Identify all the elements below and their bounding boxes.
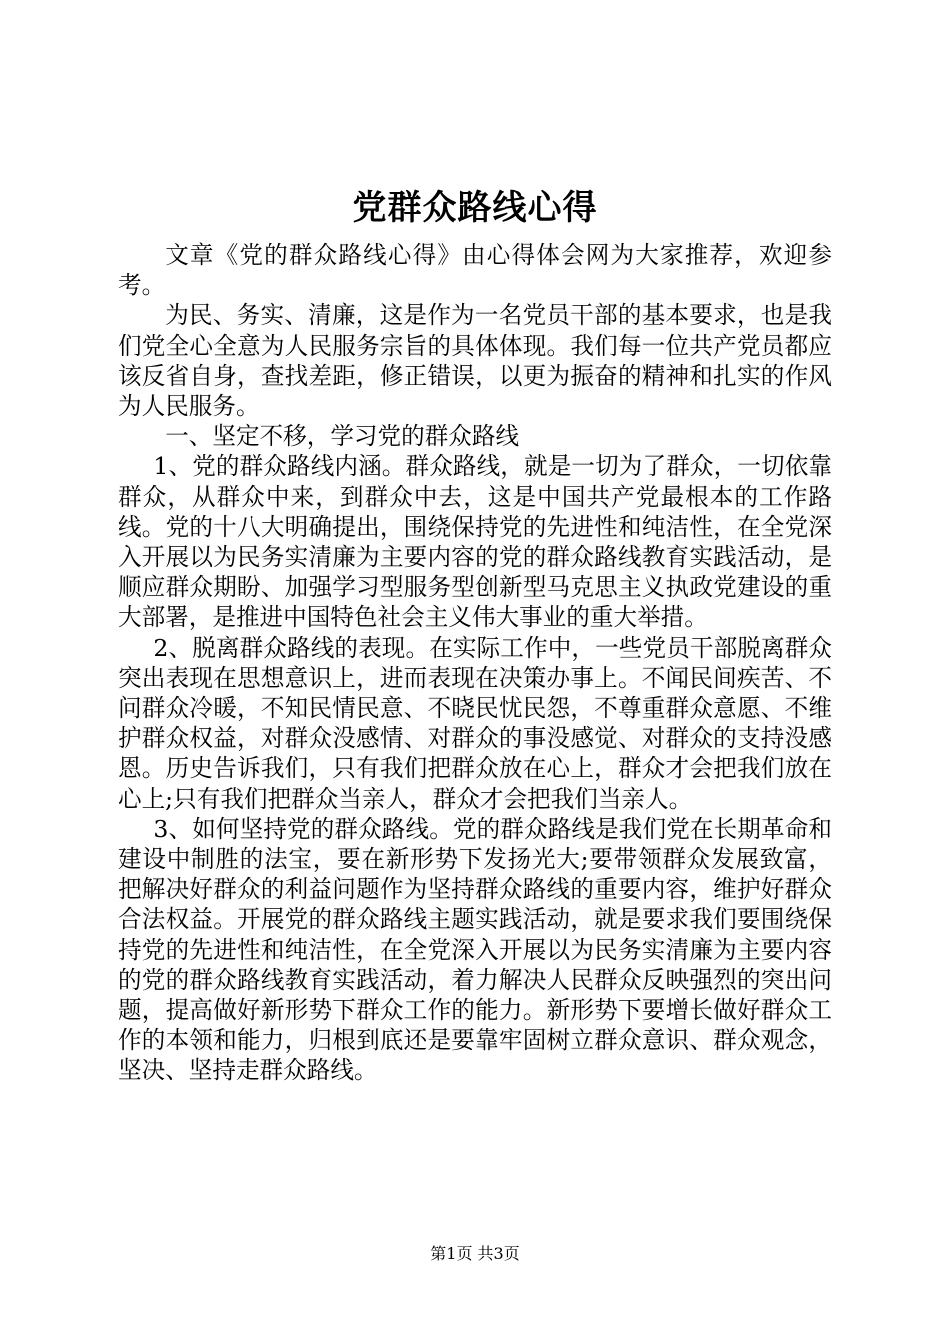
section-heading: 一、坚定不移，学习党的群众路线 — [165, 422, 520, 451]
intro-paragraph: 文章《党的群众路线心得》由心得体会网为大家推荐，欢迎参考。 — [118, 241, 832, 300]
document-title: 党群众路线心得 — [352, 188, 598, 228]
body-paragraph: 2、脱离群众路线的表现。在实际工作中，一些党员干部脱离群众突出表现在思想意识上，进而表现在决策办事上。不闻民间疾苦、不问群众冷暖，不知民情民意、不晓民忧民怨，不尊重群众意愿、不维护群众权益，对群众没感情、对群众的事没感觉、对群众的支持没感恩。历史告诉我们，只有我们把群众放在心上，群众才会把我们放在心上;只有我们把群众当亲人，群众才会把我们当亲人。 — [118, 633, 832, 813]
body-paragraph: 1、党的群众路线内涵。群众路线，就是一切为了群众，一切依靠群众，从群众中来，到群众中去，这是中国共产党最根本的工作路线。党的十八大明确提出，围绕保持党的先进性和纯洁性，在全党深入开展以为民务实清廉为主要内容的党的群众路线教育实践活动，是顺应群众期盼、加强学习型服务型创新型马克思主义执政党建设的重大部署，是推进中国特色社会主义伟大事业的重大举措。 — [118, 452, 832, 632]
document-page — [118, 182, 832, 1086]
body-paragraph: 为民、务实、清廉，这是作为一名党员干部的基本要求，也是我们党全心全意为人民服务宗旨的具体体现。我们每一位共产党员都应该反省自身，查找差距，修正错误，以更为振奋的精神和扎实的作风为人民服务。 — [118, 301, 832, 421]
page-number-footer: 第1页 共3页 — [430, 1244, 520, 1263]
body-paragraph: 3、如何坚持党的群众路线。党的群众路线是我们党在长期革命和建设中制胜的法宝，要在新形势下发扬光大;要带领群众发展致富，把解决好群众的利益问题作为坚持群众路线的重要内容，维护好群众合法权益。开展党的群众路线主题实践活动，就是要求我们要围绕保持党的先进性和纯洁性，在全党深入开展以为民务实清廉为主要内容的党的群众路线教育实践活动，着力解决人民群众反映强烈的突出问题，提高做好新形势下群众工作的能力。新形势下要增长做好群众工作的本领和能力，归根到底还是要靠牢固树立群众意识、群众观念，坚决、坚持走群众路线。 — [118, 814, 832, 1085]
